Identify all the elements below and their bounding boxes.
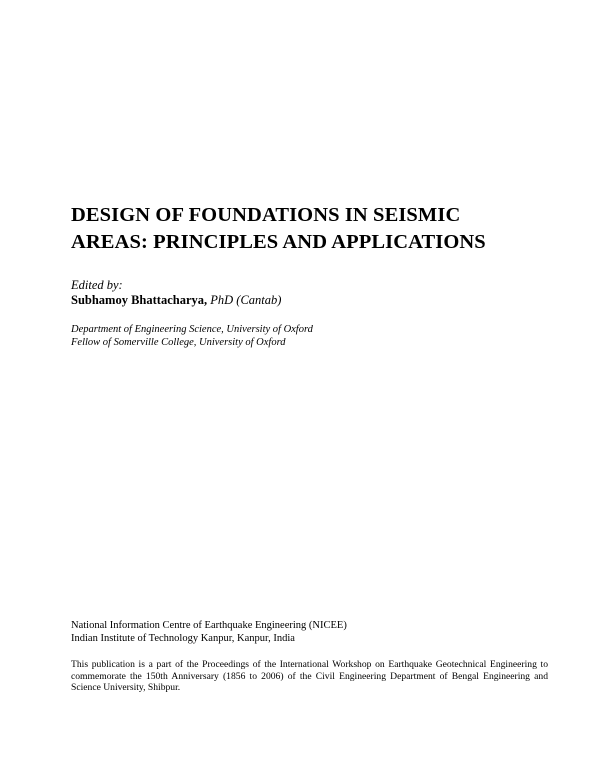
edited-by-label: Edited by: [71, 278, 123, 292]
author-line [71, 292, 281, 308]
author-degree: PhD (Cantab) [210, 293, 282, 307]
title-line-2: AREAS: PRINCIPLES AND APPLICATIONS [71, 231, 486, 253]
affiliation-line-1: Department of Engineering Science, University of Oxford [71, 324, 313, 335]
publisher-line-1: National Information Centre of Earthquake Engineering (NICEE) [71, 620, 347, 631]
title-line-1: DESIGN OF FOUNDATIONS IN SEISMIC [71, 204, 461, 226]
publication-note: This publication is a part of the Proceedings of the International Workshop on Earthquake Geotechnical Engineering to commemorate the 150th Anniversary (1856 to 2006) of the Civil Engineering Department of Bengal Engineering and Science University, Shibpur. [71, 659, 548, 693]
author-name: Subhamoy Bhattacharya, [71, 293, 208, 307]
author-affiliations [71, 323, 313, 349]
affiliation-line-2: Fellow of Somerville College, University of Oxford [71, 337, 286, 348]
publisher-line-2: Indian Institute of Technology Kanpur, Kanpur, India [71, 633, 295, 644]
publisher-block [71, 619, 347, 645]
document-title [71, 202, 541, 256]
